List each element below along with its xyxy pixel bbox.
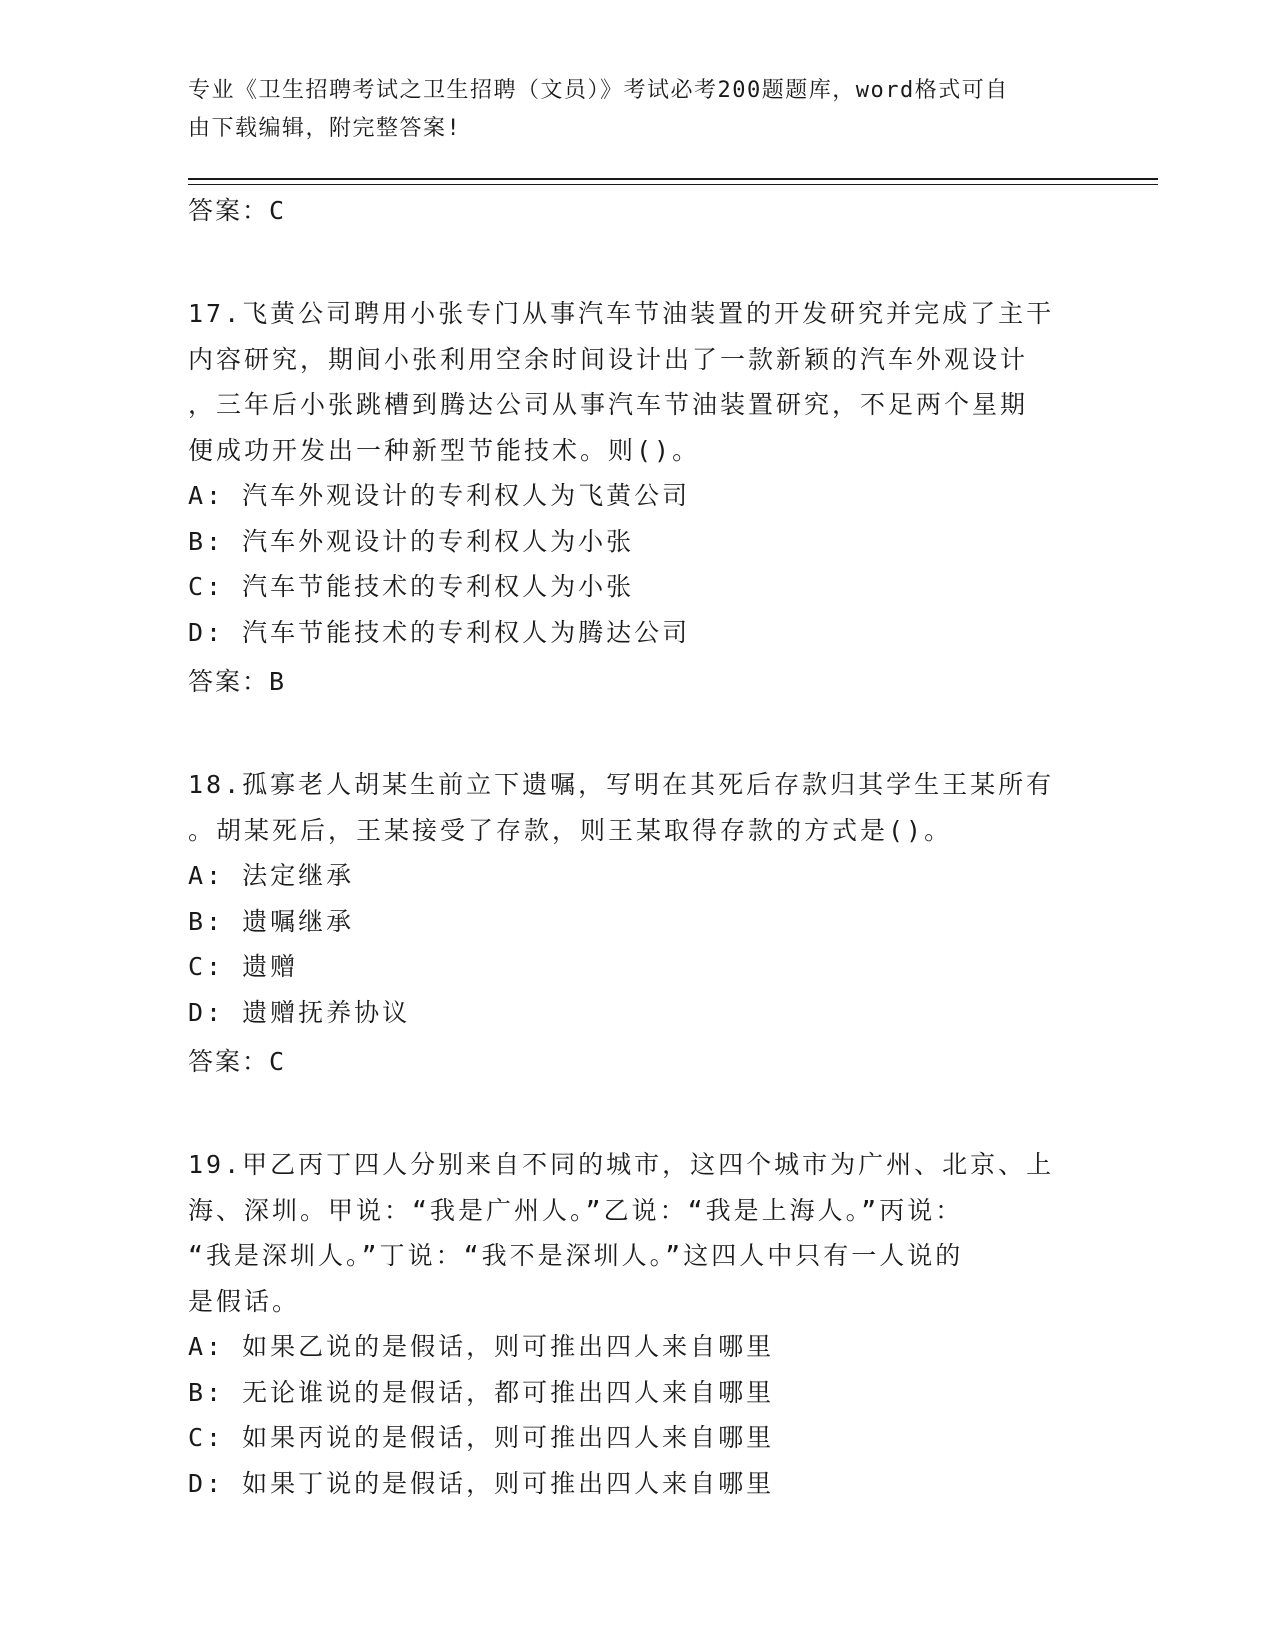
question-text-line: 是假话。 (188, 1286, 301, 1316)
question-text-line: 内容研究，期间小张利用空余时间设计出了一款新颖的汽车外观设计 (188, 344, 1029, 374)
question-text-line: 18.孤寡老人胡某生前立下遗嘱，写明在其死后存款归其学生王某所有 (188, 770, 1055, 799)
question-19 (188, 1142, 1088, 1324)
answer-previous: 答案：C (188, 196, 287, 225)
question-text-line: 海、深圳。甲说：“我是广州人。”乙说：“我是上海人。”丙说： (188, 1195, 964, 1225)
option-b: B: 遗嘱继承 (188, 906, 355, 936)
option-b: B: 无论谁说的是假话，都可推出四人来自哪里 (188, 1377, 775, 1407)
option-a: A: 如果乙说的是假话，则可推出四人来自哪里 (188, 1332, 775, 1361)
option-a: A: 法定继承 (188, 861, 355, 890)
option-d: D: 遗赠抚养协议 (188, 997, 411, 1027)
option-c: C: 遗赠 (188, 952, 299, 981)
option-b: B: 汽车外观设计的专利权人为小张 (188, 526, 635, 556)
question-17 (188, 291, 1088, 473)
question-text-line: 便成功开发出一种新型节能技术。则()。 (188, 435, 701, 465)
header-divider-thin (188, 184, 1158, 185)
option-c: C: 如果丙说的是假话，则可推出四人来自哪里 (188, 1423, 775, 1452)
question-18 (188, 762, 1088, 853)
question-text-line: 。胡某死后，王某接受了存款，则王某取得存款的方式是()。 (188, 815, 953, 845)
answer-18: 答案：C (188, 1047, 287, 1076)
header-divider-thick (188, 178, 1158, 180)
option-d: D: 如果丁说的是假话，则可推出四人来自哪里 (188, 1468, 775, 1498)
question-text-line: 17.飞黄公司聘用小张专门从事汽车节油装置的开发研究并完成了主干 (188, 299, 1055, 328)
document-body (188, 188, 1088, 1506)
option-a: A: 汽车外观设计的专利权人为飞黄公司 (188, 481, 691, 510)
header-line-2: 由下载编辑，附完整答案! (188, 116, 462, 141)
question-text-line: “我是深圳人。”丁说：“我不是深圳人。”这四人中只有一人说的 (188, 1241, 964, 1270)
question-text-line: ，三年后小张跳槽到腾达公司从事汽车节油装置研究，不足两个星期 (188, 390, 1029, 419)
question-text-line: 19.甲乙丙丁四人分别来自不同的城市，这四个城市为广州、北京、上 (188, 1150, 1055, 1179)
option-c: C: 汽车节能技术的专利权人为小张 (188, 572, 635, 601)
option-d: D: 汽车节能技术的专利权人为腾达公司 (188, 617, 691, 647)
header-line-1: 专业《卫生招聘考试之卫生招聘（文员）》考试必考200题题库，word格式可自 (188, 78, 1009, 103)
answer-17: 答案：B (188, 667, 287, 696)
document-header (188, 72, 1088, 148)
